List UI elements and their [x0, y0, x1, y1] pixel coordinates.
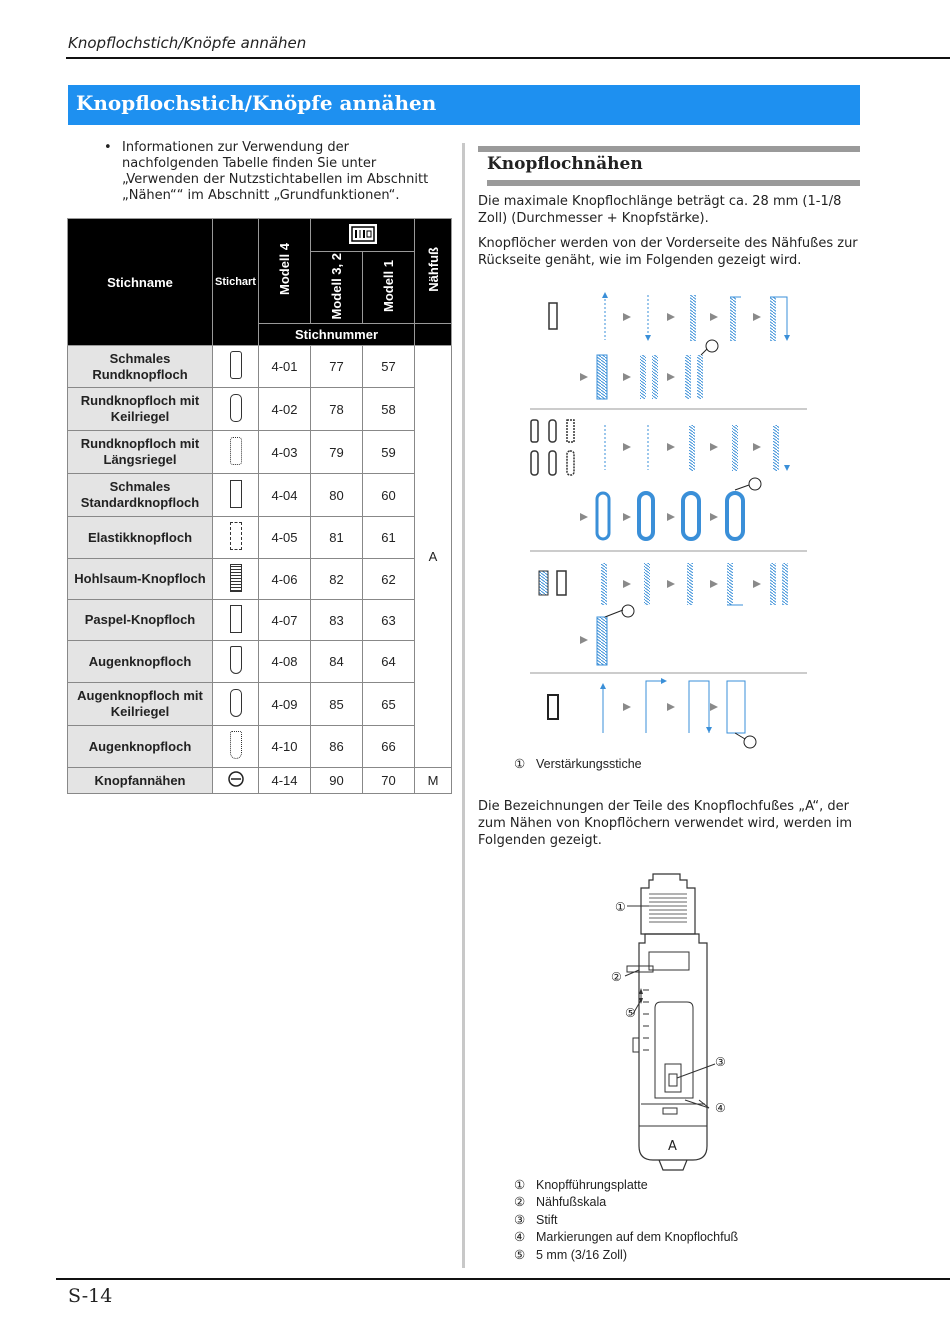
row-name: Elastikknopfloch [68, 517, 213, 559]
running-header: Knopflochstich/Knöpfe annähen [68, 34, 307, 52]
section-rule-bottom [487, 180, 860, 186]
table-row [68, 346, 452, 388]
row-model32: 78 [311, 388, 363, 431]
row-model4: 4-03 [259, 431, 311, 474]
row-name: Augenknopfloch [68, 726, 213, 768]
buttonhole-sequence-diagram [525, 285, 815, 755]
callout-3: ③ [715, 1055, 726, 1069]
buttonhole-stitch-icon [230, 351, 242, 379]
row-model1: 61 [363, 517, 415, 559]
bullet-note [104, 140, 449, 204]
row-model1: 70 [363, 768, 415, 794]
list-item [514, 1229, 738, 1246]
bullet-symbol: • [104, 140, 112, 155]
buttonhole-stitch-icon [230, 480, 242, 508]
row-name: Augenknopfloch [68, 641, 213, 683]
legend-number: ④ [514, 1230, 526, 1245]
table-row [68, 683, 452, 726]
legend-number: ① [514, 757, 526, 771]
row-model32: 90 [311, 768, 363, 794]
buttonhole-stitch-icon [230, 437, 242, 465]
row-model1: 60 [363, 474, 415, 517]
row-name: Rundknopfloch mit Keilriegel [68, 388, 213, 431]
footer-rule [56, 1278, 950, 1280]
row-model1: 58 [363, 388, 415, 431]
legend-number: ⑤ [514, 1247, 526, 1262]
page-number: S-14 [68, 1285, 113, 1307]
row-model32: 77 [311, 346, 363, 388]
list-item [514, 1212, 738, 1229]
table-row [68, 600, 452, 641]
row-model32: 80 [311, 474, 363, 517]
buttonhole-stitch-icon [230, 394, 242, 422]
row-model32: 83 [311, 600, 363, 641]
legend-label: Stift [536, 1212, 558, 1227]
legend-number: ③ [514, 1212, 526, 1227]
callout-1: ① [615, 900, 626, 914]
row-model1: 63 [363, 600, 415, 641]
table-row [68, 559, 452, 600]
legend-label: Verstärkungsstiche [536, 757, 642, 771]
buttonhole-stitch-icon [230, 689, 242, 717]
banner-title: Knopflochstich/Knöpfe annähen [76, 91, 437, 115]
legend-label: Markierungen auf dem Knopflochfuß [536, 1230, 739, 1245]
row-model1: 66 [363, 726, 415, 768]
row-name: Schmales Standardknopfloch [68, 474, 213, 517]
table-row [68, 517, 452, 559]
row-model4: 4-04 [259, 474, 311, 517]
buttonhole-foot-diagram [605, 868, 740, 1173]
header-stitch-name: Stichname [68, 219, 213, 346]
row-model32: 81 [311, 517, 363, 559]
section-banner [68, 85, 860, 125]
row-model32: 86 [311, 726, 363, 768]
buttonhole-stitch-icon [230, 731, 242, 759]
table-row [68, 641, 452, 683]
row-model1: 65 [363, 683, 415, 726]
foot-parts-legend [514, 1177, 738, 1264]
table-row [68, 388, 452, 431]
foot-parts-paragraph: Die Bezeichnungen der Teile des Knopflochfußes „A“, der zum Nähen von Knopflöchern verwendet wird, werden im Folgenden gezeigt. [478, 799, 853, 848]
callout-5: ⑤ [625, 1006, 636, 1020]
buttonhole-stitch-icon [230, 522, 242, 550]
row-name: Augenknopfloch mit Keilriegel [68, 683, 213, 726]
list-item [514, 1194, 738, 1211]
legend-label: 5 mm (3/16 Zoll) [536, 1247, 627, 1262]
row-model32: 82 [311, 559, 363, 600]
row-model4: 4-02 [259, 388, 311, 431]
row-model32: 85 [311, 683, 363, 726]
legend-number: ② [514, 1195, 526, 1210]
header-model4: Modell 4 [277, 243, 292, 296]
header-rule [66, 57, 950, 59]
row-model32: 79 [311, 431, 363, 474]
row-model4: 4-07 [259, 600, 311, 641]
row-model4: 4-05 [259, 517, 311, 559]
row-name: Paspel-Knopfloch [68, 600, 213, 641]
row-name: Hohlsaum-Knopfloch [68, 559, 213, 600]
row-model32: 84 [311, 641, 363, 683]
header-stitch-number: Stichnummer [259, 324, 415, 346]
column-divider [462, 143, 465, 1268]
row-model1: 62 [363, 559, 415, 600]
row-model4: 4-09 [259, 683, 311, 726]
row-name: Rundknopfloch mit Längsriegel [68, 431, 213, 474]
row-foot: M [415, 768, 452, 794]
row-model4: 4-06 [259, 559, 311, 600]
row-name: Schmales Rundknopfloch [68, 346, 213, 388]
bullet-text: Informationen zur Verwendung der nachfolgenden Tabelle finden Sie unter „Verwenden der Nutzstichtabellen im Abschnitt „Nähen““ im Abschnitt „Grundfunktionen“. [122, 140, 429, 203]
row-model4: 4-10 [259, 726, 311, 768]
row-model4: 4-14 [259, 768, 311, 794]
header-stitch-type: Stichart [213, 219, 259, 346]
mode-icon [349, 224, 377, 244]
buttonhole-stitch-icon [230, 564, 242, 592]
row-model4: 4-01 [259, 346, 311, 388]
legend-label: Nähfußskala [536, 1195, 607, 1210]
button-sewing-icon [227, 770, 245, 788]
list-item [514, 1247, 738, 1264]
legend-label: Knopfführungsplatte [536, 1178, 648, 1192]
buttonhole-stitch-icon [230, 646, 242, 674]
table-row [68, 474, 452, 517]
callout-4: ④ [715, 1101, 726, 1115]
header-foot: Nähfuß [425, 247, 441, 292]
header-model1: Modell 1 [381, 259, 396, 312]
header-model32: Modell 3, 2 [329, 252, 344, 320]
list-item [514, 1177, 738, 1194]
row-foot-a: A [415, 346, 452, 768]
row-model1: 64 [363, 641, 415, 683]
row-model1: 57 [363, 346, 415, 388]
foot-letter: A [668, 1139, 677, 1154]
section-rule-top [478, 146, 860, 152]
sewing-direction-paragraph: Knopflöcher werden von der Vorderseite des Nähfußes zur Rückseite genäht, wie im Folgenden gezeigt wird. [478, 236, 858, 268]
max-length-paragraph: Die maximale Knopflochlänge beträgt ca. 28 mm (1-1/8 Zoll) (Durchmesser + Knopfstärke). [478, 194, 842, 226]
table-row [68, 431, 452, 474]
legend-reinforcement [514, 756, 642, 773]
row-model1: 59 [363, 431, 415, 474]
callout-2: ② [611, 970, 622, 984]
row-name: Knopfannähen [68, 768, 213, 794]
table-row [68, 768, 452, 794]
stitch-table [67, 218, 452, 794]
legend-number: ① [514, 1178, 526, 1192]
table-row [68, 726, 452, 768]
row-model4: 4-08 [259, 641, 311, 683]
section-title: Knopflochnähen [487, 154, 643, 174]
buttonhole-stitch-icon [230, 605, 242, 633]
